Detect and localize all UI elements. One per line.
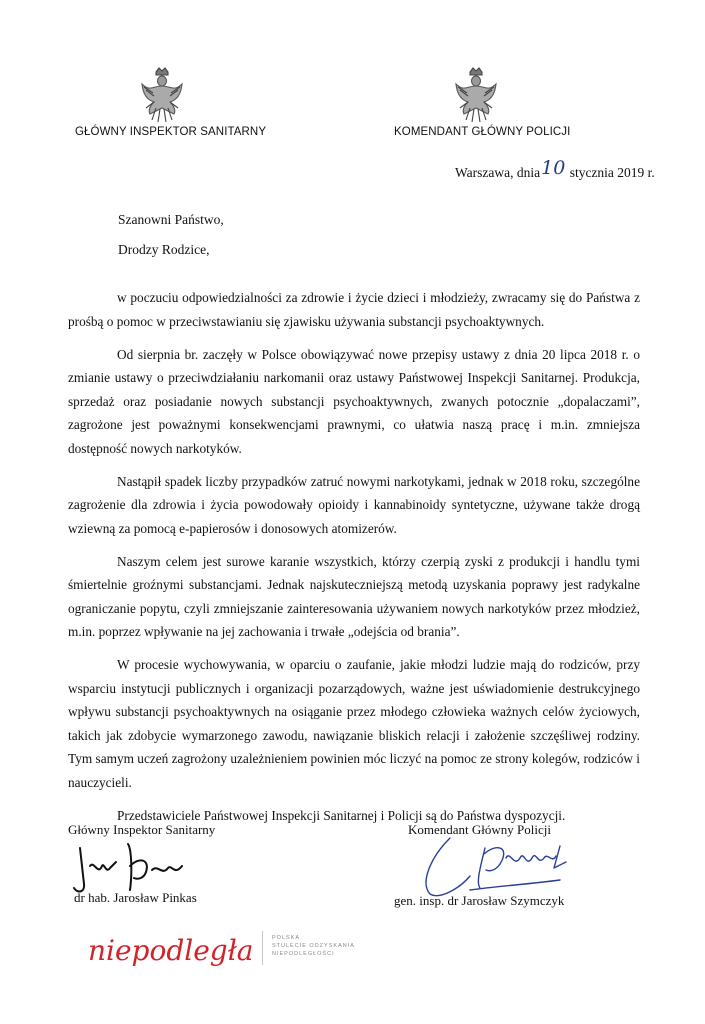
logo-script-text: niepodległa <box>88 934 254 967</box>
logo-small-caption <box>272 934 355 958</box>
right-signatory-title: Komendant Główny Policji <box>408 822 551 837</box>
date-prefix: Warszawa, dnia <box>455 165 541 180</box>
polish-eagle-emblem-icon <box>452 66 500 126</box>
niepodlegla-logo <box>86 930 266 972</box>
logo-caption-line: STULECIE ODZYSKANIA <box>272 943 355 949</box>
right-authority-heading: KOMENDANT GŁÓWNY POLICJI <box>394 126 571 138</box>
body-paragraph: Naszym celem jest surowe karanie wszystkich, którzy czerpią zyski z produkcji i handlu tymi śmiertelnie groźnymi substancjami. Jednak najskuteczniejszą metodą uzyskania poprawy jest radykalne ograniczanie popytu, czyli zmniejszanie zainteresowania używaniem nowych narkotyków przez młodzież, m.in. poprzez wpływanie na jej zachowania i trwałe „odejścia od brania”. <box>68 553 640 639</box>
body-paragraph: w poczuciu odpowiedzialności za zdrowie i życie dzieci i młodzieży, zwracamy się do Państwa z prośbą o pomoc w przeciwstawianiu się zjawisku używania substancji psychoaktywnych. <box>68 290 640 329</box>
salutation-line: Szanowni Państwo, <box>118 212 224 227</box>
date-day-handwritten: 10 <box>541 157 566 179</box>
body-paragraph: Od sierpnia br. zaczęły w Polsce obowiązywać nowe przepisy ustawy z dnia 20 lipca 2018 r. o zmianie ustawy o przeciwdziałaniu narkomanii oraz ustawy Państwowej Inspekcji Sanitarnej. Produkcja, sprzedaż oraz posiadanie nowych substancji psychoaktywnych, zwanych potocznie „dopalaczami”, zagrożone jest poważnymi konsekwencjami prawnymi, co ułatwia naszą pracę i m.in. zmniejsza dostępność nowych narkotyków. <box>68 346 640 456</box>
letter-body <box>68 286 640 837</box>
logo-divider <box>262 931 263 965</box>
left-authority-heading: GŁÓWNY INSPEKTOR SANITARNY <box>75 126 267 138</box>
right-signatory-name: gen. insp. dr Jarosław Szymczyk <box>394 893 565 908</box>
polish-eagle-emblem-icon <box>138 66 186 126</box>
left-signatory-title: Główny Inspektor Sanitarny <box>68 822 216 837</box>
body-paragraph: Nastąpił spadek liczby przypadków zatruć nowymi narkotykami, jednak w 2018 roku, szczególne zagrożenie dla zdrowia i życia powodowały opioidy i kannabinoidy syntetyczne, używane także drogą wziewną za pomocą e-papierosów i donosowych atomizerów. <box>68 473 640 536</box>
date-line <box>455 157 655 182</box>
body-paragraph: W procesie wychowywania, w oparciu o zaufanie, jakie młodzi ludzie mają do rodziców, przy wsparciu instytucji publicznych i organizacji pozarządowych, ważne jest uświadomienie destrukcyjnego wpływu substancji psychoaktywnych na osiąganie przez młodego człowieka ważnych celów życiowych, takich jak zdobycie wymarzonego zawodu, nawiązanie bliskich relacji i założenie szczęśliwej rodziny. Tym samym uczeń zagrożony uzależnieniem powinien móc liczyć na pomoc ze strony kolegów, rodziców i nauczycieli. <box>68 657 640 790</box>
logo-caption-line: POLSKA <box>272 935 301 941</box>
salutation <box>118 205 224 265</box>
left-signatory-name: dr hab. Jarosław Pinkas <box>74 890 197 905</box>
body-paragraph: Przedstawiciele Państwowej Inspekcji Sanitarnej i Policji są do Państwa dyspozycji. <box>117 807 566 823</box>
logo-caption-line: NIEPODLEGŁOŚCI <box>272 951 335 957</box>
date-suffix: stycznia 2019 r. <box>566 165 655 180</box>
salutation-line: Drodzy Rodzice, <box>118 242 210 257</box>
